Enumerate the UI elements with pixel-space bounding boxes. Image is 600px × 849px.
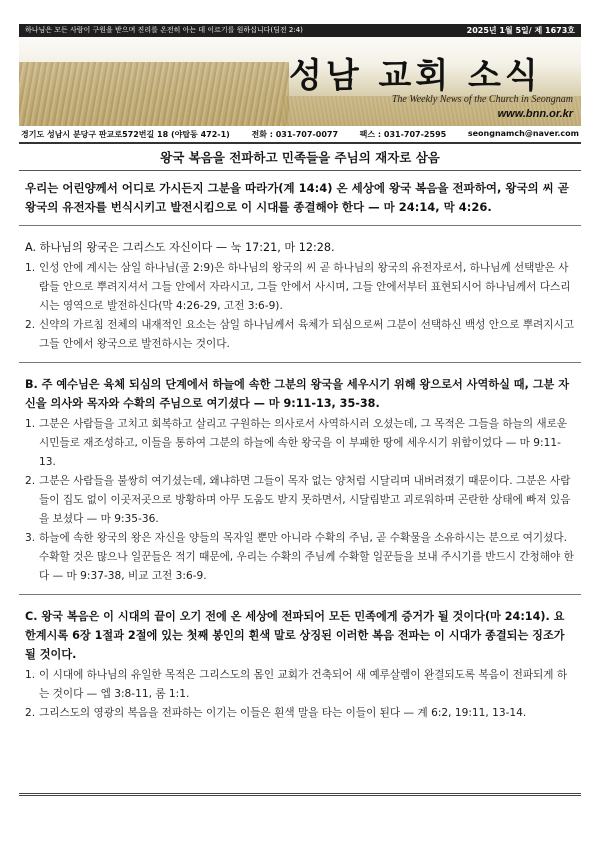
- newsletter-title: 성남 교회 소식: [289, 56, 542, 96]
- item-number: 2.: [25, 319, 36, 331]
- phone-text: 전화 : 031-707-0077: [251, 130, 339, 139]
- section-divider: [19, 594, 581, 595]
- section-a-list: [25, 259, 575, 354]
- item-text: 하늘에 속한 왕국의 왕은 자신을 양들의 목자일 뿐만 아니라 수확의 주님, 곧 수확물을 소유하시는 분으로 여기셨다. 수확할 것은 많으나 일꾼들은 적기 때문에, 우리는 수확의 주님께 수확할 일꾼들을 보내 주시기를 반드시 간청해야 한다 — 마 9:37-38, 비교 고전 3:6-9.: [39, 532, 574, 582]
- motto-text: 하나님은 모든 사람이 구원을 받으며 진리를 온전히 아는 데 이르기를 원하십니다(딤전 2:4): [25, 26, 303, 34]
- item-number: 1.: [25, 418, 36, 430]
- section-heading: [25, 607, 575, 664]
- item-text: 그분은 사람들을 고치고 회복하고 살리고 구원하는 의사로서 사역하시러 오셨는데, 그 목적은 그들을 하늘의 새로운 시민들로 재조성하고, 이들을 통하여 그분의 하늘에 속한 왕국을 이 부패한 땅에 세우시기 위함이었다 — 마 9:11-13.: [39, 418, 568, 468]
- list-item: [25, 316, 575, 354]
- motto-bar: [19, 24, 581, 37]
- item-number: 3.: [25, 532, 36, 544]
- section-divider: [19, 225, 581, 226]
- section-b-list: [25, 415, 575, 586]
- item-text: 그리스도의 영광의 복음을 전파하는 이기는 이들은 흰색 말을 타는 이들이 된다 — 계 6:2, 19:11, 13-14.: [39, 707, 527, 719]
- masthead-banner: [19, 24, 581, 126]
- section-heading: A. 하나님의 왕국은 그리스도 자신이다 — 눅 17:21, 마 12:28.: [25, 241, 335, 254]
- section-heading-text: C. 왕국 복음은 이 시대의 끝이 오기 전에 온 세상에 전파되어 모든 민족에게 증거가 될 것이다(마 24:14). 요한계시록 6장 1절과 2절에 있는 첫째 봉인의 흰색 말로 상징된 이러한 복음 전파는 이 시대가 종결되는 징조가 될 것이다.: [25, 610, 565, 661]
- item-number: 1.: [25, 262, 36, 274]
- list-item: [25, 529, 575, 586]
- newsletter-subtitle: The Weekly News of the Church in Seongnam: [391, 94, 573, 105]
- section-divider: [19, 362, 581, 363]
- section-c: [19, 607, 581, 723]
- footer-double-rule: [19, 793, 581, 796]
- section-a: [19, 238, 581, 354]
- contact-bar: [19, 126, 581, 144]
- website-link[interactable]: www.bnn.or.kr: [497, 108, 573, 120]
- list-item: [25, 472, 575, 529]
- item-text: 인성 안에 계시는 삼일 하나님(골 2:9)은 하나님의 왕국의 씨 곧 하나님의 왕국의 유전자로서, 하나님께 선택받은 사람들 안으로 뿌려지셔서 그들 안에서 자라시고, 그들 안에서 사시며, 그들 안에서부터 표현되시어 하나님께서 다스리시는 영역으로 발전하신다(막 4:26-29, 고전 3:6-9).: [39, 262, 571, 312]
- issue-date: 2025년 1월 5일/ 제 1673호: [466, 26, 575, 35]
- page-headline: 왕국 복음을 전파하고 민족들을 주님의 재자로 삼음: [19, 144, 581, 171]
- item-text: 그분은 사람들을 불쌍히 여기셨는데, 왜냐하면 그들이 목자 없는 양처럼 시달리며 내버려졌기 때문이다. 그분은 사람들이 집도 없이 이곳저곳으로 방황하며 아무 도움도 받지 못하면서, 시달림받고 괴로워하며 곤란한 상태에 빠져 있음을 보셨다 — 마 9:35-36.: [39, 475, 571, 525]
- fax-text: 팩스 : 031-707-2595: [359, 130, 447, 139]
- address-text: 경기도 성남시 분당구 판교로572번길 18 (야탑동 472-1): [21, 130, 230, 139]
- section-b: [19, 375, 581, 586]
- item-number: 1.: [25, 669, 36, 681]
- field-photo-left: [19, 62, 289, 126]
- item-text: 이 시대에 하나님의 유일한 목적은 그리스도의 몸인 교회가 건축되어 새 예루살렘이 완결되도록 복음이 전파되게 하는 것이다 — 엡 3:8-11, 롬 1:1.: [39, 669, 568, 700]
- item-number: 2.: [25, 707, 36, 719]
- list-item: [25, 704, 575, 723]
- section-heading: [25, 375, 575, 413]
- item-text: 신약의 가르침 전체의 내재적인 요소는 삼일 하나님께서 육체가 되심으로써 그분이 선택하신 백성 안으로 뿌려지시고 그들 안에서 왕국으로 발전하시는 것이다.: [39, 319, 574, 350]
- list-item: [25, 259, 575, 316]
- section-heading-text: B. 주 예수님은 육체 되심의 단계에서 하늘에 속한 그분의 왕국을 세우시기 위해 왕으로서 사역하실 때, 그분 자신을 의사와 목자와 수확의 주님으로 여기셨다 — 마 9:11-13, 35-38.: [25, 378, 570, 410]
- item-number: 2.: [25, 475, 36, 487]
- list-item: [25, 666, 575, 704]
- section-c-list: [25, 666, 575, 723]
- list-item: [25, 415, 575, 472]
- email-link[interactable]: seongnamch@naver.com: [467, 129, 579, 138]
- bulletin-page: [19, 24, 581, 723]
- intro-paragraph: 우리는 어린양께서 어디로 가시든지 그분을 따라가(계 14:4) 온 세상에 왕국 복음을 전파하여, 왕국의 씨 곧 왕국의 유전자를 번식시키고 발전시킴으로 이 시대를 종결해야 한다 — 마 24:14, 막 4:26.: [25, 181, 569, 214]
